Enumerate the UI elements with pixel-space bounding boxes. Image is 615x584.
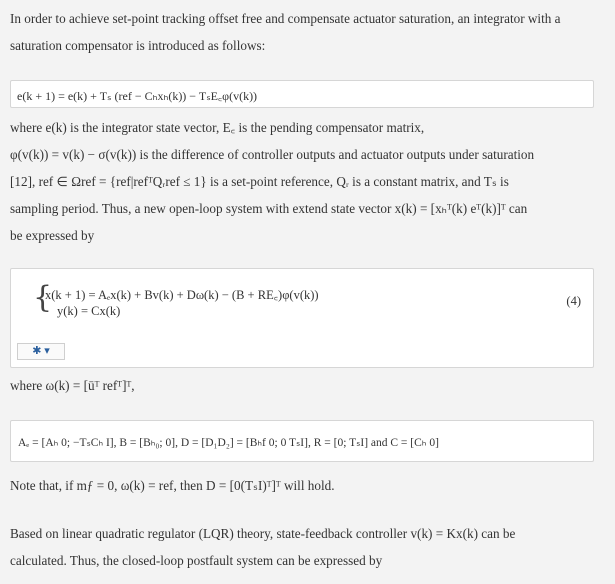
equation-matrices-box <box>10 420 594 462</box>
equation-number: (4) <box>566 294 581 308</box>
paragraph-intro-line1: In order to achieve set-point tracking offset free and compensate actuator saturation, an integrator with a <box>10 11 561 26</box>
equation-openloop-box <box>10 268 594 368</box>
paragraph-where-line5: be expressed by <box>10 228 95 243</box>
equation-integrator-box <box>10 80 594 108</box>
paragraph-lqr-line2: calculated. Thus, the closed-loop postfault system can be expressed by <box>10 553 383 568</box>
equation-openloop-line2: y(k) = Cx(k) <box>57 304 121 318</box>
equation-integrator: e(k + 1) = e(k) + Tₛ (ref − Cₕxₕ(k)) − TₛE꜀φ(v(k)) <box>17 89 258 103</box>
brace-symbol: { <box>33 280 53 315</box>
equation-matrices: Aₑ = [Aₕ 0; −TₛCₕ I], B = [Bₕ₀; 0], D = [D₁D₂] = [Bₕf 0; 0 TₛI], R = [0; TₛI] and C = [Cₕ 0] <box>18 437 439 449</box>
equation-menu-button[interactable]: ✱ ▾ <box>17 343 65 360</box>
paragraph-lqr-line1: Based on linear quadratic regulator (LQR) theory, state-feedback controller v(k) = Kx(k) can be <box>10 526 516 541</box>
paragraph-omega: where ω(k) = [ūᵀ refᵀ]ᵀ, <box>10 378 135 393</box>
paragraph-where-line1: where e(k) is the integrator state vector, E꜀ is the pending compensator matrix, <box>10 120 425 135</box>
paragraph-where-line4: sampling period. Thus, a new open-loop system with extend state vector x(k) = [xₕᵀ(k) eᵀ(k)]ᵀ can <box>10 201 528 216</box>
paragraph-intro-line2: saturation compensator is introduced as follows: <box>10 38 266 53</box>
paragraph-where-line3: [12], ref ∈ Ωref = {ref|refᵀQᵣref ≤ 1} is a set-point reference, Qᵣ is a constant matrix, and Tₛ is <box>10 174 509 189</box>
equation-openloop-line1: x(k + 1) = Aₑx(k) + Bv(k) + Dω(k) − (B + RE꜀)φ(v(k)) <box>45 288 319 302</box>
paragraph-where-line2: φ(v(k)) = v(k) − σ(v(k)) is the difference of controller outputs and actuator outputs under saturation <box>10 147 535 162</box>
paragraph-note: Note that, if mƒ = 0, ω(k) = ref, then D = [0(TₛI)ᵀ]ᵀ will hold. <box>10 478 335 493</box>
